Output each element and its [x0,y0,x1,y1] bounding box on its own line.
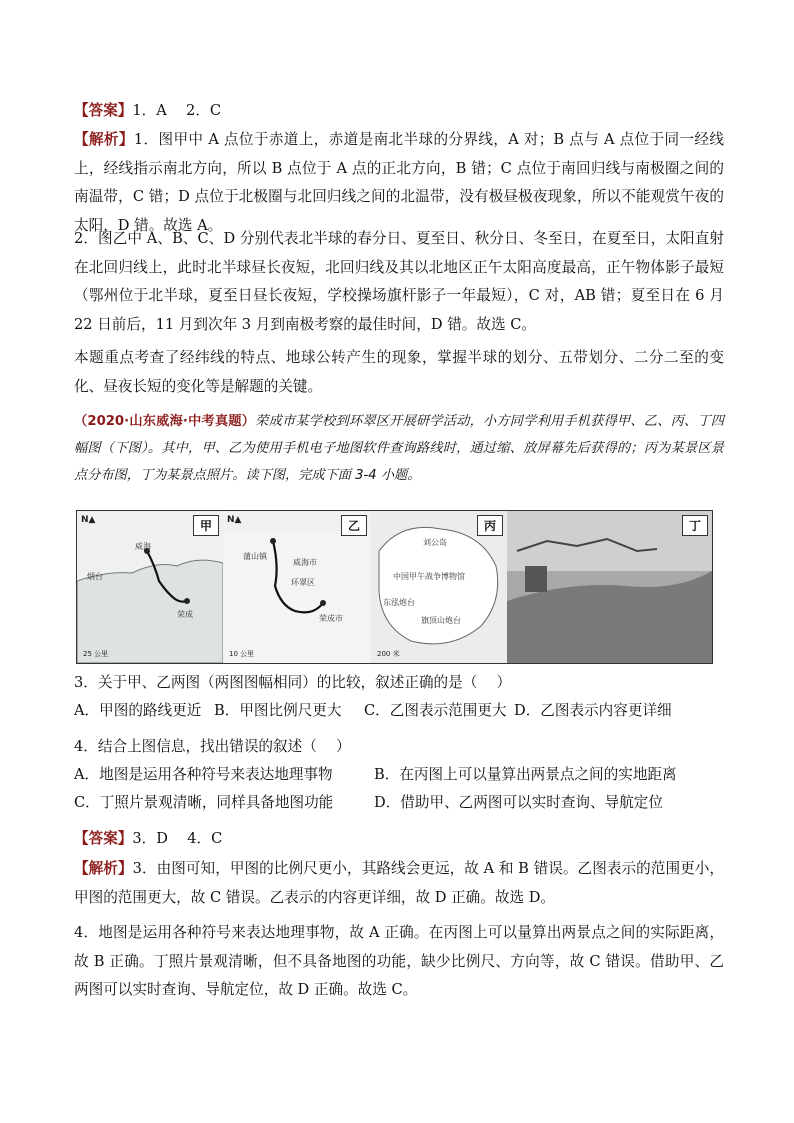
photo-label-ding: 丁 [682,515,708,536]
place-label: 威海 [135,542,151,551]
answer-line-1 [74,97,724,126]
analysis-text: 1．图甲中 A 点位于赤道上，赤道是南北半球的分界线，A 对；B 点与 A 点位于同一经线上，经线指示南北方向，所以 B 点位于 A 点的正北方向，B 错；C 点位于南回归线与南极圈之间的南温带，C 错；D 点位于北极圈与北回归线之间的北温带，没有极昼极夜现象，所以不能观赏午夜的太阳，D 错。故选 A。 [74,131,724,234]
summary-text: 本题重点考查了经纬线的特点、地球公转产生的现象，掌握半球的划分、五带划分、二分二至的变化、昼夜长短的变化等是解题的关键。 [74,349,724,395]
question-3 [74,669,724,725]
analysis-paragraph-3 [74,855,724,912]
question-source [74,408,724,489]
map-panel-bing [371,511,508,663]
option-b: B．甲图比例尺更大 [214,702,342,719]
map-label-yi: 乙 [341,515,367,536]
answer-text: 3．D 4．C [132,830,223,847]
analysis-paragraph-4 [74,919,724,1005]
option-d: D．借助甲、乙两图可以实时查询、导航定位 [374,794,663,811]
place-label: 东泓炮台 [383,598,415,607]
answer-line-2 [74,825,724,854]
option-a: A．甲图的路线更近 [74,702,202,719]
analysis-paragraph-2 [74,225,724,339]
question-4-stem: 4．结合上图信息，找出错误的叙述（ ） [74,738,351,755]
analysis-paragraph-1 [74,126,724,240]
option-a: A．地图是运用各种符号来表达地理事物 [74,766,333,783]
map-figure-strip [76,510,713,664]
answer-tag: 【答案】 [74,830,133,847]
question-4-options-row-2 [74,789,724,817]
place-label: 威海市 [293,558,317,567]
photo-panel-ding [507,511,712,663]
place-label: 刘公岛 [423,538,447,547]
option-c: C．丁照片景观清晰，同样具备地图功能 [74,794,334,811]
analysis-text: 3．由图可知，甲图的比例尺更小，其路线会更远，故 A 和 B 错误。乙图表示的范围更小，甲图的范围更大，故 C 错误。乙表示的内容更详细，故 D 正确。故选 D。 [74,860,724,906]
source-text: 荣成市某学校到环翠区开展研学活动，小方同学利用手机获得甲、乙、丙、丁四幅图（下图）。其中，甲、乙为使用手机电子地图软件查询路线时，通过缩、放屏幕先后获得的；丙为某景区景点分布图，丁为某景点照片。读下图，完成下面 3-4 小题。 [74,414,724,483]
option-b: B．在丙图上可以量算出两景点之间的实地距离 [374,766,677,783]
answer-tag: 【答案】 [74,102,133,119]
place-label: 荣成 [177,610,193,619]
scale-bar: 25 公里 [83,650,109,658]
place-label: 烟台 [87,572,103,581]
question-4 [74,733,724,817]
question-4-options-row-1 [74,761,724,789]
answer-text: 1．A 2．C [132,102,222,119]
map-panel-yi: N▲ 蒲山镇 威海市 环翠区 荣成市 10 公里 乙 [223,511,372,663]
place-label: 蒲山镇 [243,552,267,561]
source-tag: （2020·山东威海·中考真题） [74,414,256,429]
analysis-text: 4．地图是运用各种符号来表达地理事物，故 A 正确。在丙图上可以量算出两景点之间的实际距离，故 B 正确。丁照片景观清晰，但不具备地图的功能，缺少比例尺、方向等，故 C 错误。借助甲、乙两图可以实时查询、导航定位，故 D 正确。故选 C。 [74,924,724,998]
option-d: D．乙图表示内容更详细 [514,702,672,719]
scale-bar: 10 公里 [229,650,255,658]
option-c: C．乙图表示范围更大 [364,702,507,719]
place-label: 环翠区 [291,578,315,587]
analysis-summary [74,344,724,401]
place-label: 中国甲午战争博物馆 [393,572,465,581]
map-label-bing: 丙 [477,515,503,536]
analysis-text: 2．图乙中 A、B、C、D 分别代表北半球的春分日、夏至日、秋分日、冬至日，在夏至日，太阳直射在北回归线上，此时北半球昼长夜短，北回归线及其以北地区正午太阳高度最高，正午物体影子最短（鄂州位于北半球，夏至日昼长夜短，学校操场旗杆影子一年最短），C 对，AB 错；夏至日在 6 月 22 日前后，11 月到次年 3 月到南极考察的最佳时间，D 错。故选 C。 [74,230,724,333]
map-panel-jia: N▲ 烟台 威海 荣成 25 公里 甲 [77,511,224,663]
analysis-tag: 【解析】 [74,131,134,148]
place-label: 旗顶山炮台 [421,616,461,625]
question-3-stem: 3．关于甲、乙两图（两图图幅相同）的比较，叙述正确的是（ ） [74,674,512,691]
place-label: 荣成市 [319,614,343,623]
map-label-jia: 甲 [193,515,219,536]
scale-bar: 200 米 [377,650,400,658]
question-3-options [74,697,724,725]
analysis-tag: 【解析】 [74,860,133,877]
